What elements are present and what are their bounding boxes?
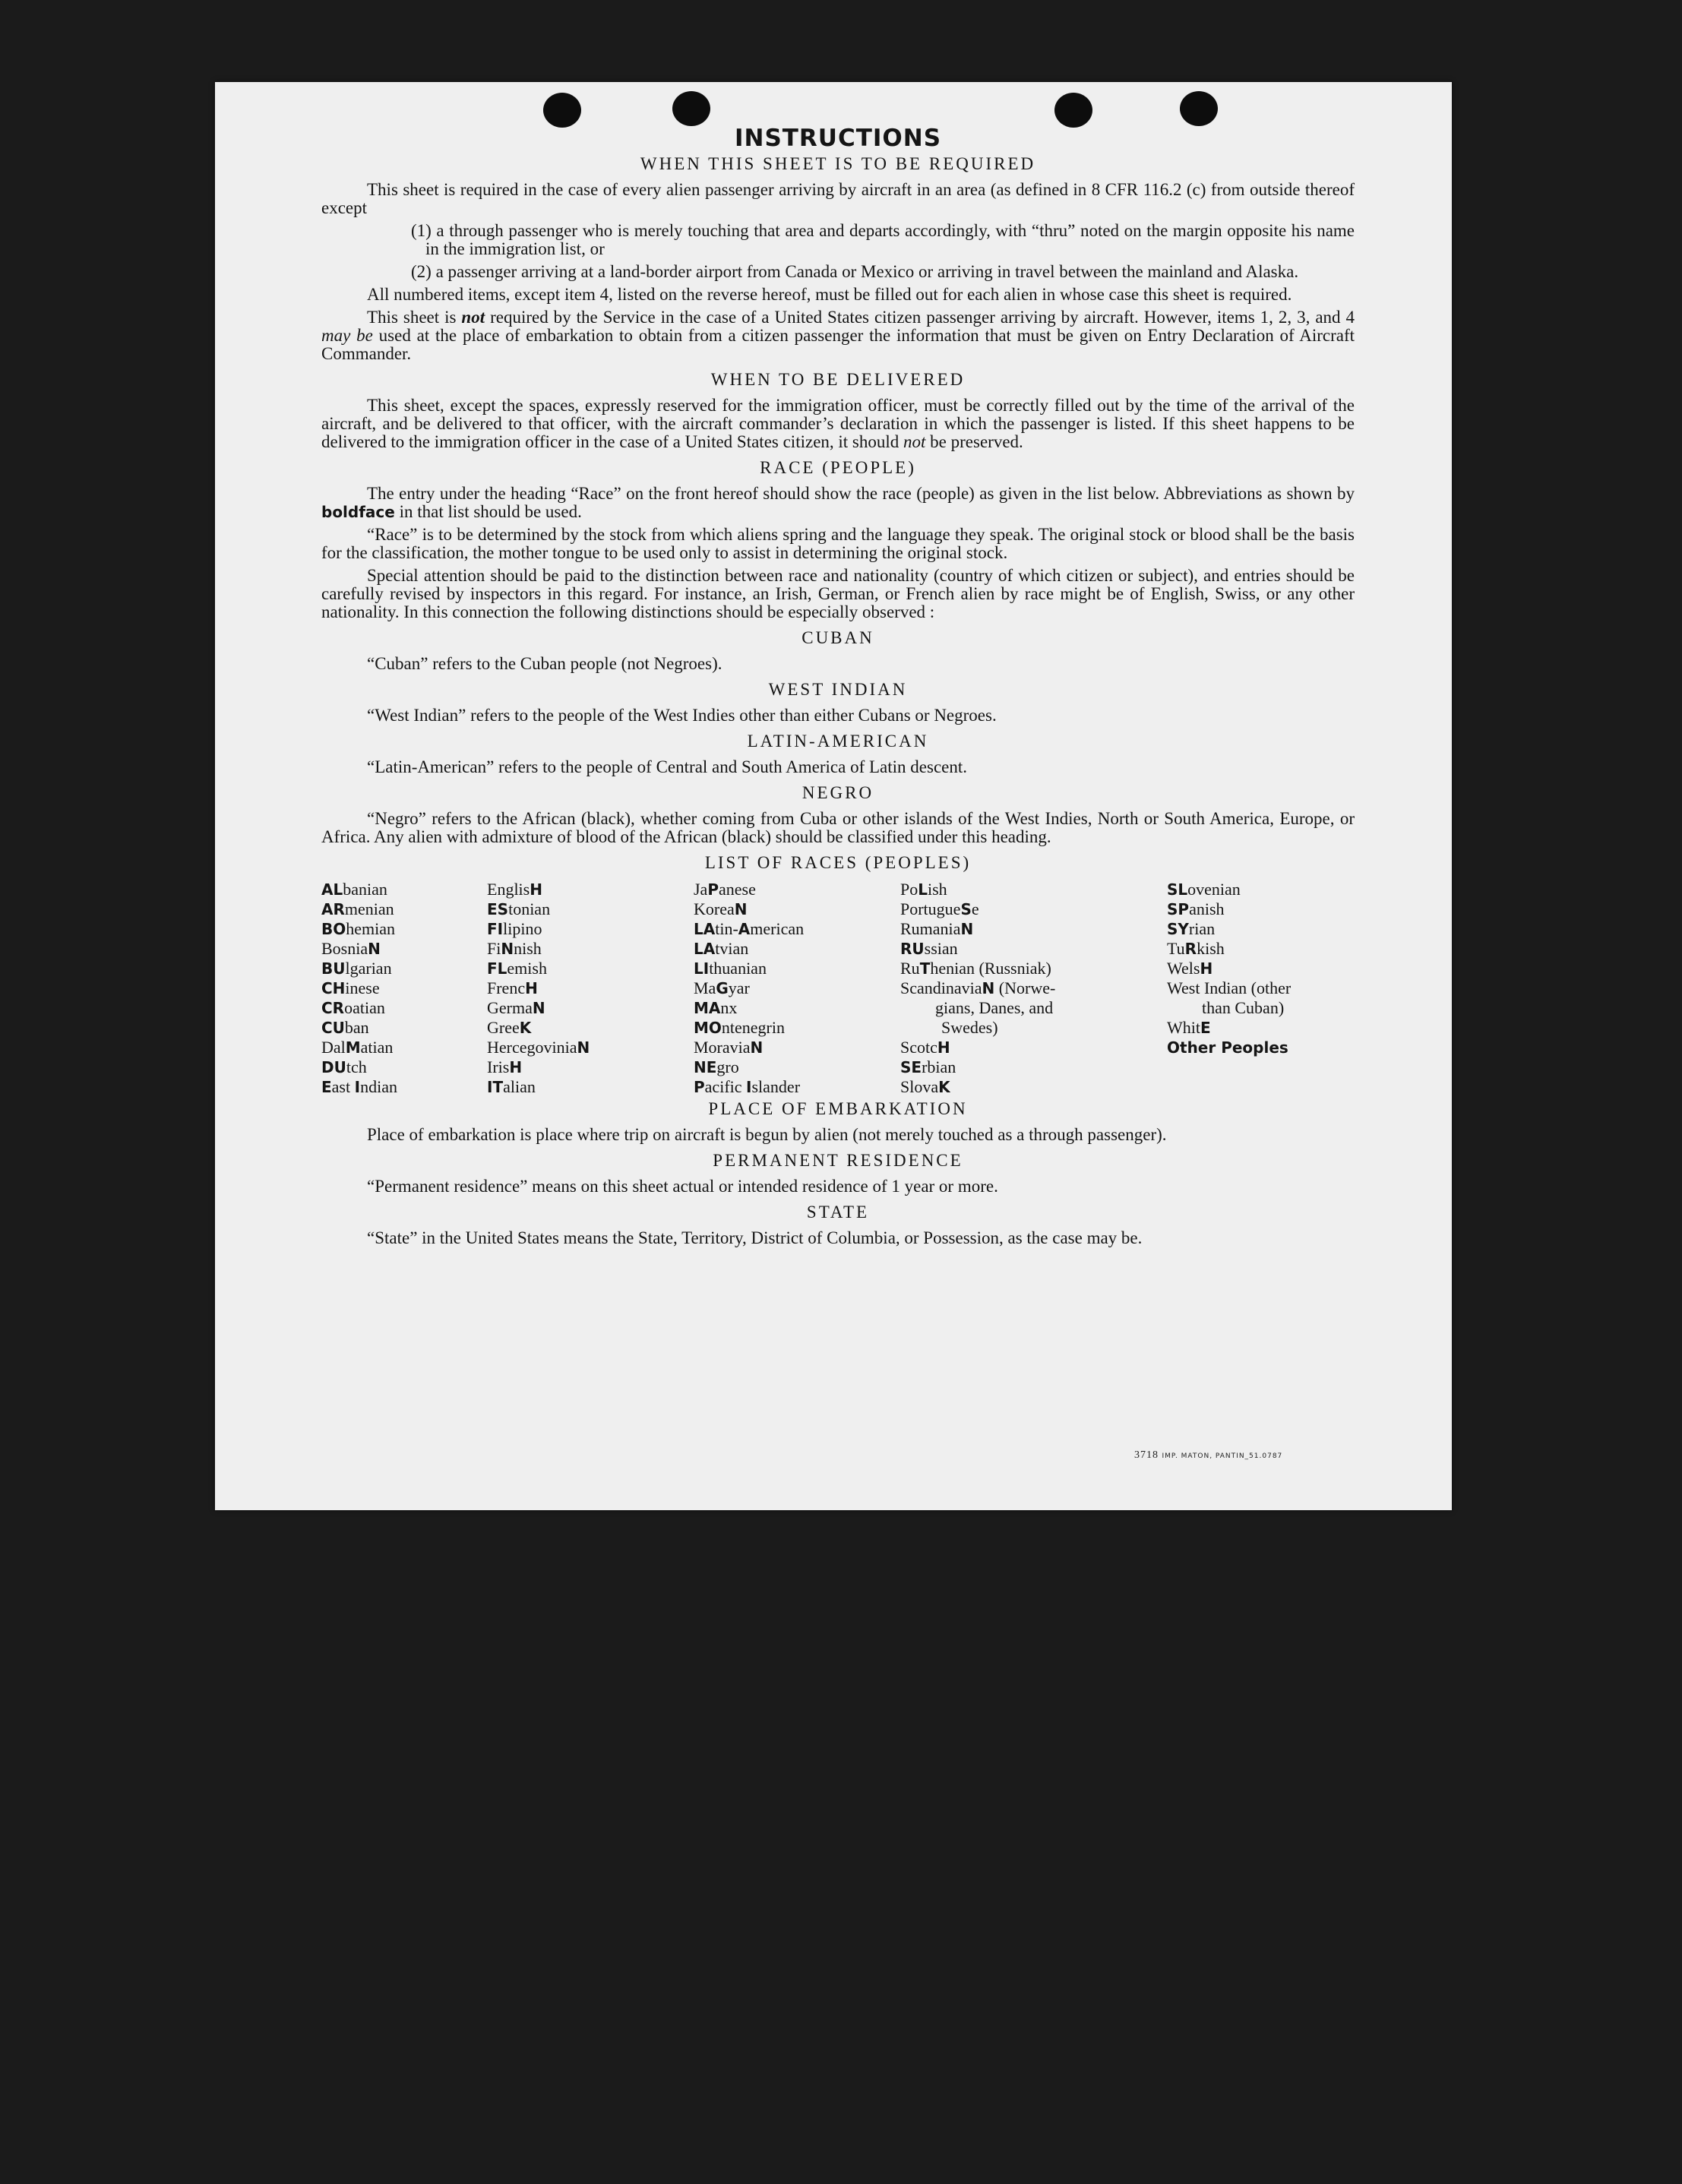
race-entry: KoreaN [694,899,748,918]
race-entry: ITalian [487,1077,536,1096]
race-list [321,880,1355,1096]
section-heading: LIST OF RACES (PEOPLES) [704,853,972,872]
section-heading: WEST INDIAN [768,680,908,699]
race-entry: BUlgarian [321,959,392,978]
paragraph: This sheet is not required by the Service in the case of a United States citizen passenger arriving by aircraft. However, items 1, 2, 3, and 4 may be used at the place of embarkation to obtain from a citizen passenger the information that must be given on Entry Declaration of Aircraft Commander. [321,308,1355,363]
race-entry: IrisH [487,1057,523,1076]
page-title: INSTRUCTIONS [734,125,942,152]
race-entry: West Indian (other [1167,978,1292,997]
race-column [694,880,804,1097]
race-entry: LAtin-American [694,919,805,938]
paragraph: This sheet, except the spaces, expressly reserved for the immigration officer, must be correctly filled out by the time of the arrival of the aircraft, and be delivered to that officer, with the aircraft commander’s declaration in which the passenger is listed. If this sheet happens to be delivered to the immigration officer in the case of a United States citizen, it should not be preserved. [321,396,1355,451]
race-column [900,880,1055,1097]
race-entry: ALbanian [321,880,387,899]
race-entry: DalMatian [321,1038,394,1057]
race-entry: TuRkish [1167,939,1225,958]
printer-code: IMP. MATON, PANTIN_51.0787 [1162,1452,1283,1460]
race-entry: GermaN [487,998,545,1017]
race-entry: WhitE [1167,1018,1211,1037]
race-entry: RuThenian (Russniak) [900,959,1051,978]
race-entry: PoLish [900,880,947,899]
race-entry: MoraviaN [694,1038,764,1057]
race-entry: East Indian [321,1077,397,1096]
race-entry: MaGyar [694,978,750,997]
race-entry: FIlipino [487,919,542,938]
paragraph: Special attention should be paid to the distinction between race and nationality (country of which citizen or subject), and entries should be carefully revised by inspectors in this regard. For instance, an Irish, German, or French alien by race might be of English, Swiss, or any other nationality. In this connection the following distinctions should be especially observed : [321,566,1355,621]
form-number [1134,1449,1282,1462]
race-entry: BOhemian [321,919,396,938]
paragraph: “Cuban” refers to the Cuban people (not Negroes). [367,654,722,673]
race-entry: Other Peoples [1167,1038,1288,1057]
race-entry: WelsH [1167,959,1213,978]
race-entry: Swedes) [941,1018,998,1037]
section-heading: LATIN-AMERICAN [747,732,929,751]
race-column [321,880,397,1097]
race-entry: Pacific Islander [694,1077,801,1096]
form-number-value: 3718 [1134,1449,1159,1461]
paragraph: All numbered items, except item 4, listed on the reverse hereof, must be filled out for each alien in whose case this sheet is required. [367,285,1292,304]
race-entry: ScandinaviaN (Norwe- [900,978,1056,997]
race-entry: DUtch [321,1057,367,1076]
race-entry: gians, Danes, and [935,998,1054,1017]
race-entry: LAtvian [694,939,749,958]
punch-hole [1054,93,1092,128]
section-heading: WHEN TO BE DELIVERED [710,370,966,389]
list-item: (2) a passenger arriving at a land-border airport from Canada or Mexico or arriving in travel between the mainland and Alaska. [411,262,1299,281]
race-entry: SYrian [1167,919,1216,938]
race-entry: JaPanese [694,880,756,899]
race-column [487,880,590,1097]
paragraph: “Race” is to be determined by the stock from which aliens spring and the language they speak. The original stock or blood shall be the basis for the classification, the mother tongue to be used only to assist in determining the original stock. [321,525,1355,562]
paragraph: “West Indian” refers to the people of the West Indies other than either Cubans or Negroes. [367,706,997,725]
section-heading: WHEN THIS SHEET IS TO BE REQUIRED [640,154,1036,173]
section-heading: PLACE OF EMBARKATION [708,1099,968,1118]
race-entry: GreeK [487,1018,532,1037]
race-entry: EnglisH [487,880,542,899]
paragraph: Place of embarkation is place where trip on aircraft is begun by alien (not merely touched as a through passenger). [367,1125,1167,1144]
document-sheet [215,82,1452,1510]
race-entry: SLovenian [1167,880,1241,899]
punch-hole [672,91,710,126]
race-column [1167,880,1291,1057]
race-entry: than Cuban) [1202,998,1285,1017]
section-heading: RACE (PEOPLE) [760,458,916,477]
race-entry: CHinese [321,978,380,997]
race-entry: CRoatian [321,998,385,1017]
race-entry: SlovaK [900,1077,950,1096]
race-entry: ARmenian [321,899,394,918]
race-entry: SPanish [1167,899,1225,918]
race-entry: ScotcH [900,1038,950,1057]
race-entry: FLemish [487,959,547,978]
race-entry: MOntenegrin [694,1018,785,1037]
paragraph: The entry under the heading “Race” on the front hereof should show the race (people) as given in the list below. Abbreviations as shown by boldface in that list should be used. [321,484,1355,521]
paragraph: “Latin-American” refers to the people of Central and South America of Latin descent. [367,757,967,776]
section-heading: PERMANENT RESIDENCE [713,1151,963,1170]
paragraph: “Negro” refers to the African (black), whether coming from Cuba or other islands of the West Indies, North or South America, Europe, or Africa. Any alien with admixture of blood of the African (black) should be classified under this heading. [321,809,1355,846]
race-entry: PortugueSe [900,899,979,918]
paragraph: “State” in the United States means the State, Territory, District of Columbia, or Possession, as the case may be. [367,1228,1143,1247]
punch-hole [1180,91,1218,126]
section-heading: STATE [806,1203,870,1222]
punch-hole [543,93,581,128]
paragraph: This sheet is required in the case of every alien passenger arriving by aircraft in an area (as defined in 8 CFR 116.2 (c) from outside thereof except [321,180,1355,217]
race-entry: RUssian [900,939,958,958]
race-entry: SErbian [900,1057,956,1076]
race-entry: MAnx [694,998,738,1017]
paragraph: “Permanent residence” means on this sheet actual or intended residence of 1 year or more. [367,1177,998,1196]
race-entry: BosniaN [321,939,381,958]
instructions-content [321,125,1355,1252]
race-entry: FiNnish [487,939,542,958]
list-item: (1) a through passenger who is merely touching that area and departs accordingly, with “thru” noted on the margin opposite his name in the immigration list, or [411,221,1355,258]
race-entry: LIthuanian [694,959,767,978]
race-entry: FrencH [487,978,538,997]
race-entry: HercegoviniaN [487,1038,590,1057]
section-heading: NEGRO [801,783,874,802]
race-entry: CUban [321,1018,369,1037]
race-entry: NEgro [694,1057,739,1076]
race-entry: RumaniaN [900,919,974,938]
race-entry: EStonian [487,899,551,918]
section-heading: CUBAN [801,628,874,647]
